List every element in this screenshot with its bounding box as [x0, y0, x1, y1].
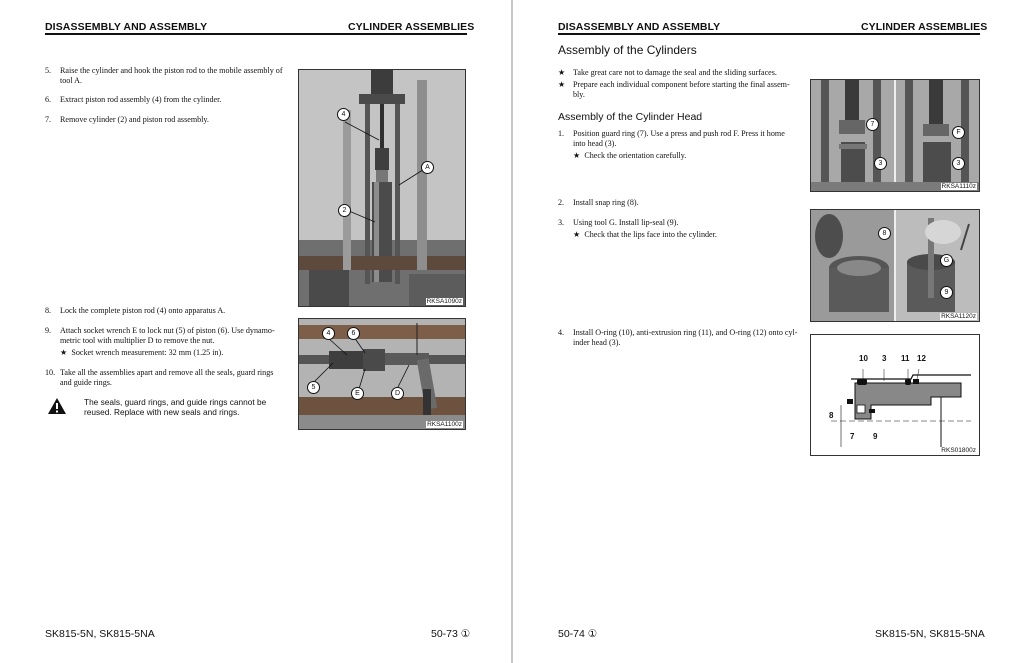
bullet-text-cont: bly. [573, 90, 585, 99]
figure-tag: RKSA1090z [426, 298, 462, 305]
bullet-text: Prepare each individual component before starting the final assem- [573, 80, 790, 89]
left-page [0, 0, 511, 663]
label-7: 7 [850, 432, 855, 441]
callout-9: 9 [940, 286, 953, 299]
label-3: 3 [882, 354, 887, 363]
drawing-cylinder-head-section [811, 335, 979, 455]
step-number: 1. [558, 129, 565, 138]
figure-tag: RKSA1120z [941, 313, 976, 320]
label-12: 12 [917, 354, 926, 363]
step-number: 10. [45, 368, 56, 377]
footer-model: SK815-5N, SK815-5NA [875, 628, 985, 640]
header-left: DISASSEMBLY AND ASSEMBLY [558, 21, 721, 33]
figure-tag: RKSA1110z [941, 183, 976, 190]
step-number: 2. [558, 198, 565, 207]
step-note [573, 230, 717, 240]
figure-snap-ring-lipseal [810, 209, 980, 322]
figure-cylinder-head-section [810, 334, 980, 456]
bullet-text: Take great care not to damage the seal and the sliding surfaces. [573, 68, 777, 77]
label-10: 10 [859, 354, 868, 363]
label-11: 11 [901, 354, 910, 363]
warning-line-2: reused. Replace with new seals and rings. [84, 407, 240, 417]
header-right: CYLINDER ASSEMBLIES [861, 21, 988, 33]
step-text-cont: and guide rings. [60, 378, 112, 387]
step-text-cont: into head (3). [573, 139, 617, 148]
star-icon: ★ [60, 348, 68, 357]
star-icon: ★ [573, 230, 581, 239]
figure-tag: RKS01800z [941, 447, 976, 454]
step-text: Using tool G. Install lip-seal (9). [573, 218, 679, 227]
step-number: 3. [558, 218, 565, 227]
star-icon: ★ [558, 68, 566, 77]
step-text: Lock the complete piston rod (4) onto apparatus A. [60, 306, 226, 315]
step-text: Extract piston rod assembly (4) from the cylinder. [60, 95, 222, 104]
figure-tag: RKSA1100z [427, 421, 462, 428]
callout-8: 8 [878, 227, 891, 240]
figure-guard-ring-press [810, 79, 980, 192]
header-right: CYLINDER ASSEMBLIES [348, 21, 475, 33]
callout-3b: 3 [952, 157, 965, 170]
footer-page-number: 50-73 ① [431, 628, 471, 640]
callout-A: A [421, 161, 434, 174]
header-left: DISASSEMBLY AND ASSEMBLY [45, 21, 208, 33]
step-text: Attach socket wrench E to lock nut (5) of piston (6). Use dynamo- [60, 326, 275, 335]
step-text: Take all the assemblies apart and remove all the seals, guard rings [60, 368, 274, 377]
step-note [60, 348, 223, 358]
callout-F: F [952, 126, 965, 139]
callout-E: E [351, 387, 364, 400]
header-rule [558, 33, 980, 35]
star-icon: ★ [558, 80, 566, 89]
footer-model: SK815-5N, SK815-5NA [45, 628, 155, 640]
step-text-cont: tool A. [60, 76, 83, 85]
step-note [573, 151, 686, 161]
step-text: Install snap ring (8). [573, 198, 639, 207]
step-text: Raise the cylinder and hook the piston rod to the mobile assembly of [60, 66, 283, 75]
label-9: 9 [873, 432, 878, 441]
star-icon: ★ [573, 151, 581, 160]
callout-D: D [391, 387, 404, 400]
callout-2: 2 [338, 204, 351, 217]
subsection-title: Assembly of the Cylinder Head [558, 111, 703, 123]
callout-3: 3 [874, 157, 887, 170]
photo-press-rig [299, 70, 465, 306]
figure-piston-extraction [298, 69, 466, 307]
note-text: Check that the lips face into the cylinder. [584, 230, 717, 239]
callout-5: 5 [307, 381, 320, 394]
note-text: Check the orientation carefully. [584, 151, 687, 160]
footer-page-number: 50-74 ① [558, 628, 598, 640]
step-text: Remove cylinder (2) and piston rod assembly. [60, 115, 209, 124]
step-number: 6. [45, 95, 52, 104]
figure-lock-nut-removal [298, 318, 466, 430]
callout-6: 6 [347, 327, 360, 340]
step-number: 8. [45, 306, 52, 315]
right-page [513, 0, 1024, 663]
step-number: 4. [558, 328, 565, 337]
header-rule [45, 33, 467, 35]
callout-4: 4 [322, 327, 335, 340]
section-title: Assembly of the Cylinders [558, 43, 697, 57]
step-number: 7. [45, 115, 52, 124]
callout-G: G [940, 254, 953, 267]
note-text: Socket wrench measurement: 32 mm (1.25 in). [71, 348, 224, 357]
step-number: 5. [45, 66, 52, 75]
label-8: 8 [829, 411, 834, 420]
step-text: Position guard ring (7). Use a press and push rod F. Press it home [573, 129, 785, 138]
photo-snap-ring-lipseal [811, 210, 979, 321]
step-number: 9. [45, 326, 52, 335]
step-text: Install O-ring (10), anti-extrusion ring (11), and O-ring (12) onto cyl- [573, 328, 798, 337]
callout-4: 4 [337, 108, 350, 121]
step-text-cont: metric tool with multiplier D to remove the nut. [60, 336, 215, 345]
warning-triangle-icon [48, 398, 66, 414]
step-text-cont: inder head (3). [573, 338, 621, 347]
warning-line-1: The seals, guard rings, and guide rings cannot be [84, 397, 267, 407]
callout-7: 7 [866, 118, 879, 131]
